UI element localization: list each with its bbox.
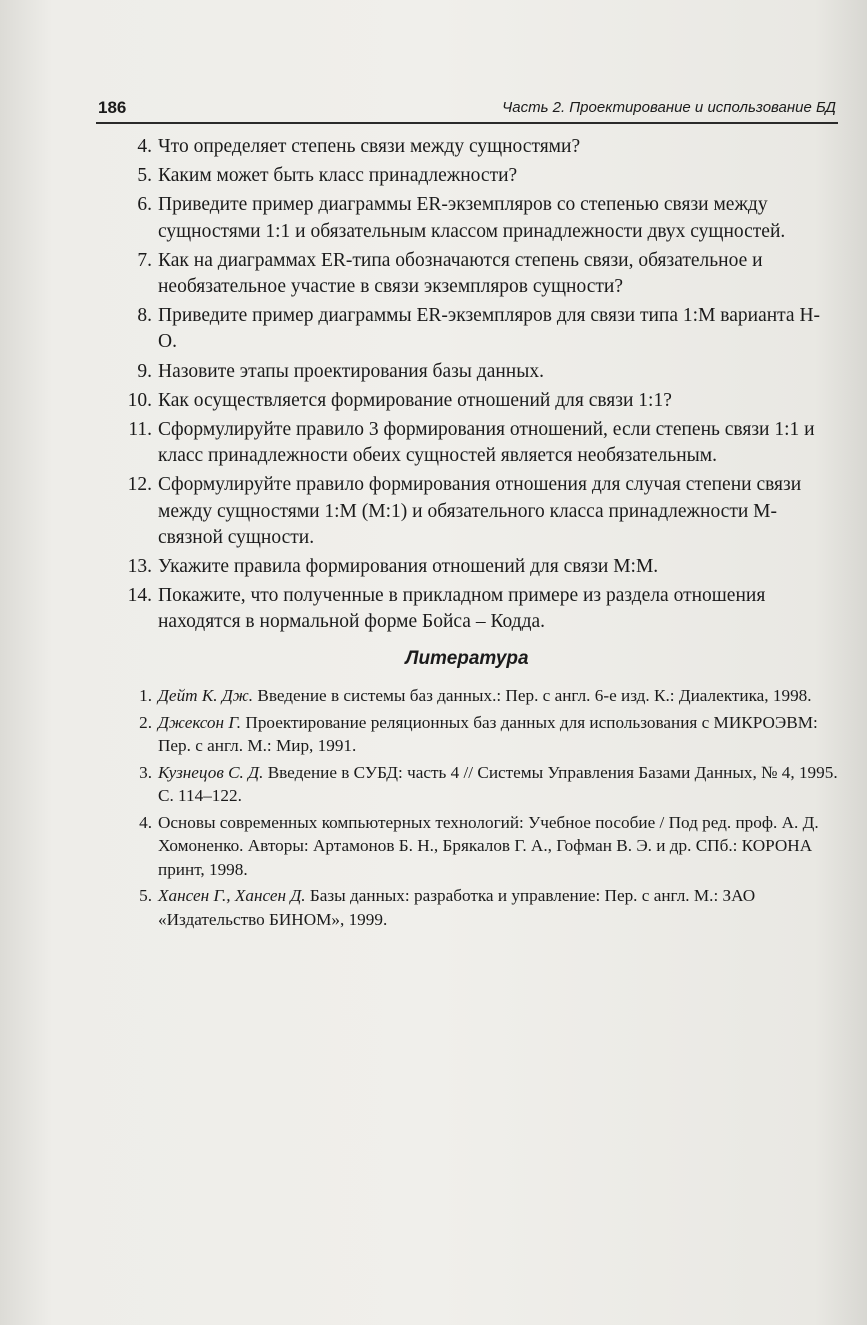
question-item	[124, 388, 838, 414]
reference-item	[124, 884, 838, 931]
question-item	[124, 554, 838, 580]
reference-text: Введение в СУБД: часть 4 // Системы Управления Базами Данных, № 4, 1995. С. 114–122.	[158, 762, 838, 805]
reference-author: Дейт К. Дж.	[158, 686, 254, 705]
question-item	[124, 248, 838, 300]
literature-heading: Литература	[405, 648, 529, 669]
question-text: Назовите этапы проектирования базы данных.	[158, 360, 544, 382]
question-text: Сформулируйте правило 3 формирования отношений, если степень связи 1:1 и класс принадлежности обеих сущностей является необязательным.	[158, 419, 815, 467]
reference-text: Основы современных компьютерных технологий: Учебное пособие / Под ред. проф. А. Д. Хомоненко. Авторы: Артамонов Б. Н., Брякалов Г. А., Гофман В. Э. и др. СПб.: КОРОНА принт, 1998.	[158, 812, 819, 879]
question-item	[124, 472, 838, 551]
references-list	[124, 684, 838, 934]
reference-item	[124, 684, 838, 708]
question-text: Каким может быть класс принадлежности?	[158, 165, 518, 187]
running-title: Часть 2. Проектирование и использование БД	[502, 99, 836, 116]
question-text: Приведите пример диаграммы ER-экземпляров для связи типа 1:М варианта Н-О.	[158, 305, 821, 353]
reference-text: Проектирование реляционных баз данных для использования с МИКРОЭВМ: Пер. с англ. М.: Мир, 1991.	[158, 712, 818, 755]
page-header	[96, 98, 838, 124]
question-item	[124, 134, 838, 160]
reference-number: 2.	[139, 712, 152, 732]
reference-number: 1.	[139, 686, 152, 705]
question-number: 5.	[137, 165, 152, 187]
reference-item	[124, 811, 838, 882]
question-number: 11.	[128, 419, 152, 441]
question-item	[124, 417, 838, 469]
reference-author: Кузнецов С. Д.	[158, 762, 264, 782]
question-item	[124, 192, 838, 244]
reference-number: 5.	[139, 886, 152, 905]
question-text: Приведите пример диаграммы ER-экземпляров со степенью связи между сущностями 1:1 и обязательным классом принадлежности двух сущностей.	[158, 194, 786, 242]
question-text: Как на диаграммах ER-типа обозначаются степень связи, обязательное и необязательное участие в связи экземпляров сущности?	[158, 249, 763, 298]
question-text: Укажите правила формирования отношений для связи М:М.	[158, 556, 659, 578]
reference-item	[124, 711, 838, 758]
question-item	[124, 583, 838, 635]
review-questions-list	[124, 134, 838, 639]
reference-author: Хансен Г., Хансен Д.	[158, 886, 306, 905]
reference-number: 3.	[139, 762, 152, 782]
reference-item	[124, 761, 838, 808]
question-text: Что определяет степень связи между сущностями?	[158, 136, 581, 157]
question-number: 6.	[137, 194, 152, 216]
question-text: Как осуществляется формирование отношений для связи 1:1?	[158, 389, 672, 411]
question-item	[124, 303, 838, 355]
question-number: 4.	[137, 136, 152, 157]
question-number: 13.	[127, 556, 152, 578]
question-number: 8.	[137, 305, 152, 327]
question-text: Покажите, что полученные в прикладном примере из раздела отношения находятся в нормальной форме Бойса – Кодда.	[158, 585, 766, 633]
question-text: Сформулируйте правило формирования отношения для случая степени связи между сущностями 1:М (М:1) и обязательного класса принадлежности М-связной сущности.	[158, 474, 802, 548]
page-number: 186	[98, 98, 127, 117]
reference-text: Базы данных: разработка и управление: Пер. с англ. М.: ЗАО «Издательство БИНОМ», 1999.	[158, 886, 756, 929]
question-item	[124, 359, 838, 385]
question-number: 14.	[127, 585, 152, 607]
question-number: 12.	[127, 474, 152, 496]
question-number: 10.	[127, 389, 152, 411]
reference-author: Джексон Г.	[158, 712, 242, 732]
reference-number: 4.	[139, 812, 152, 832]
question-number: 7.	[137, 249, 152, 271]
reference-text: Введение в системы баз данных.: Пер. с англ. 6-е изд. К.: Диалектика, 1998.	[253, 686, 812, 705]
question-item	[124, 163, 838, 189]
question-number: 9.	[137, 360, 152, 382]
